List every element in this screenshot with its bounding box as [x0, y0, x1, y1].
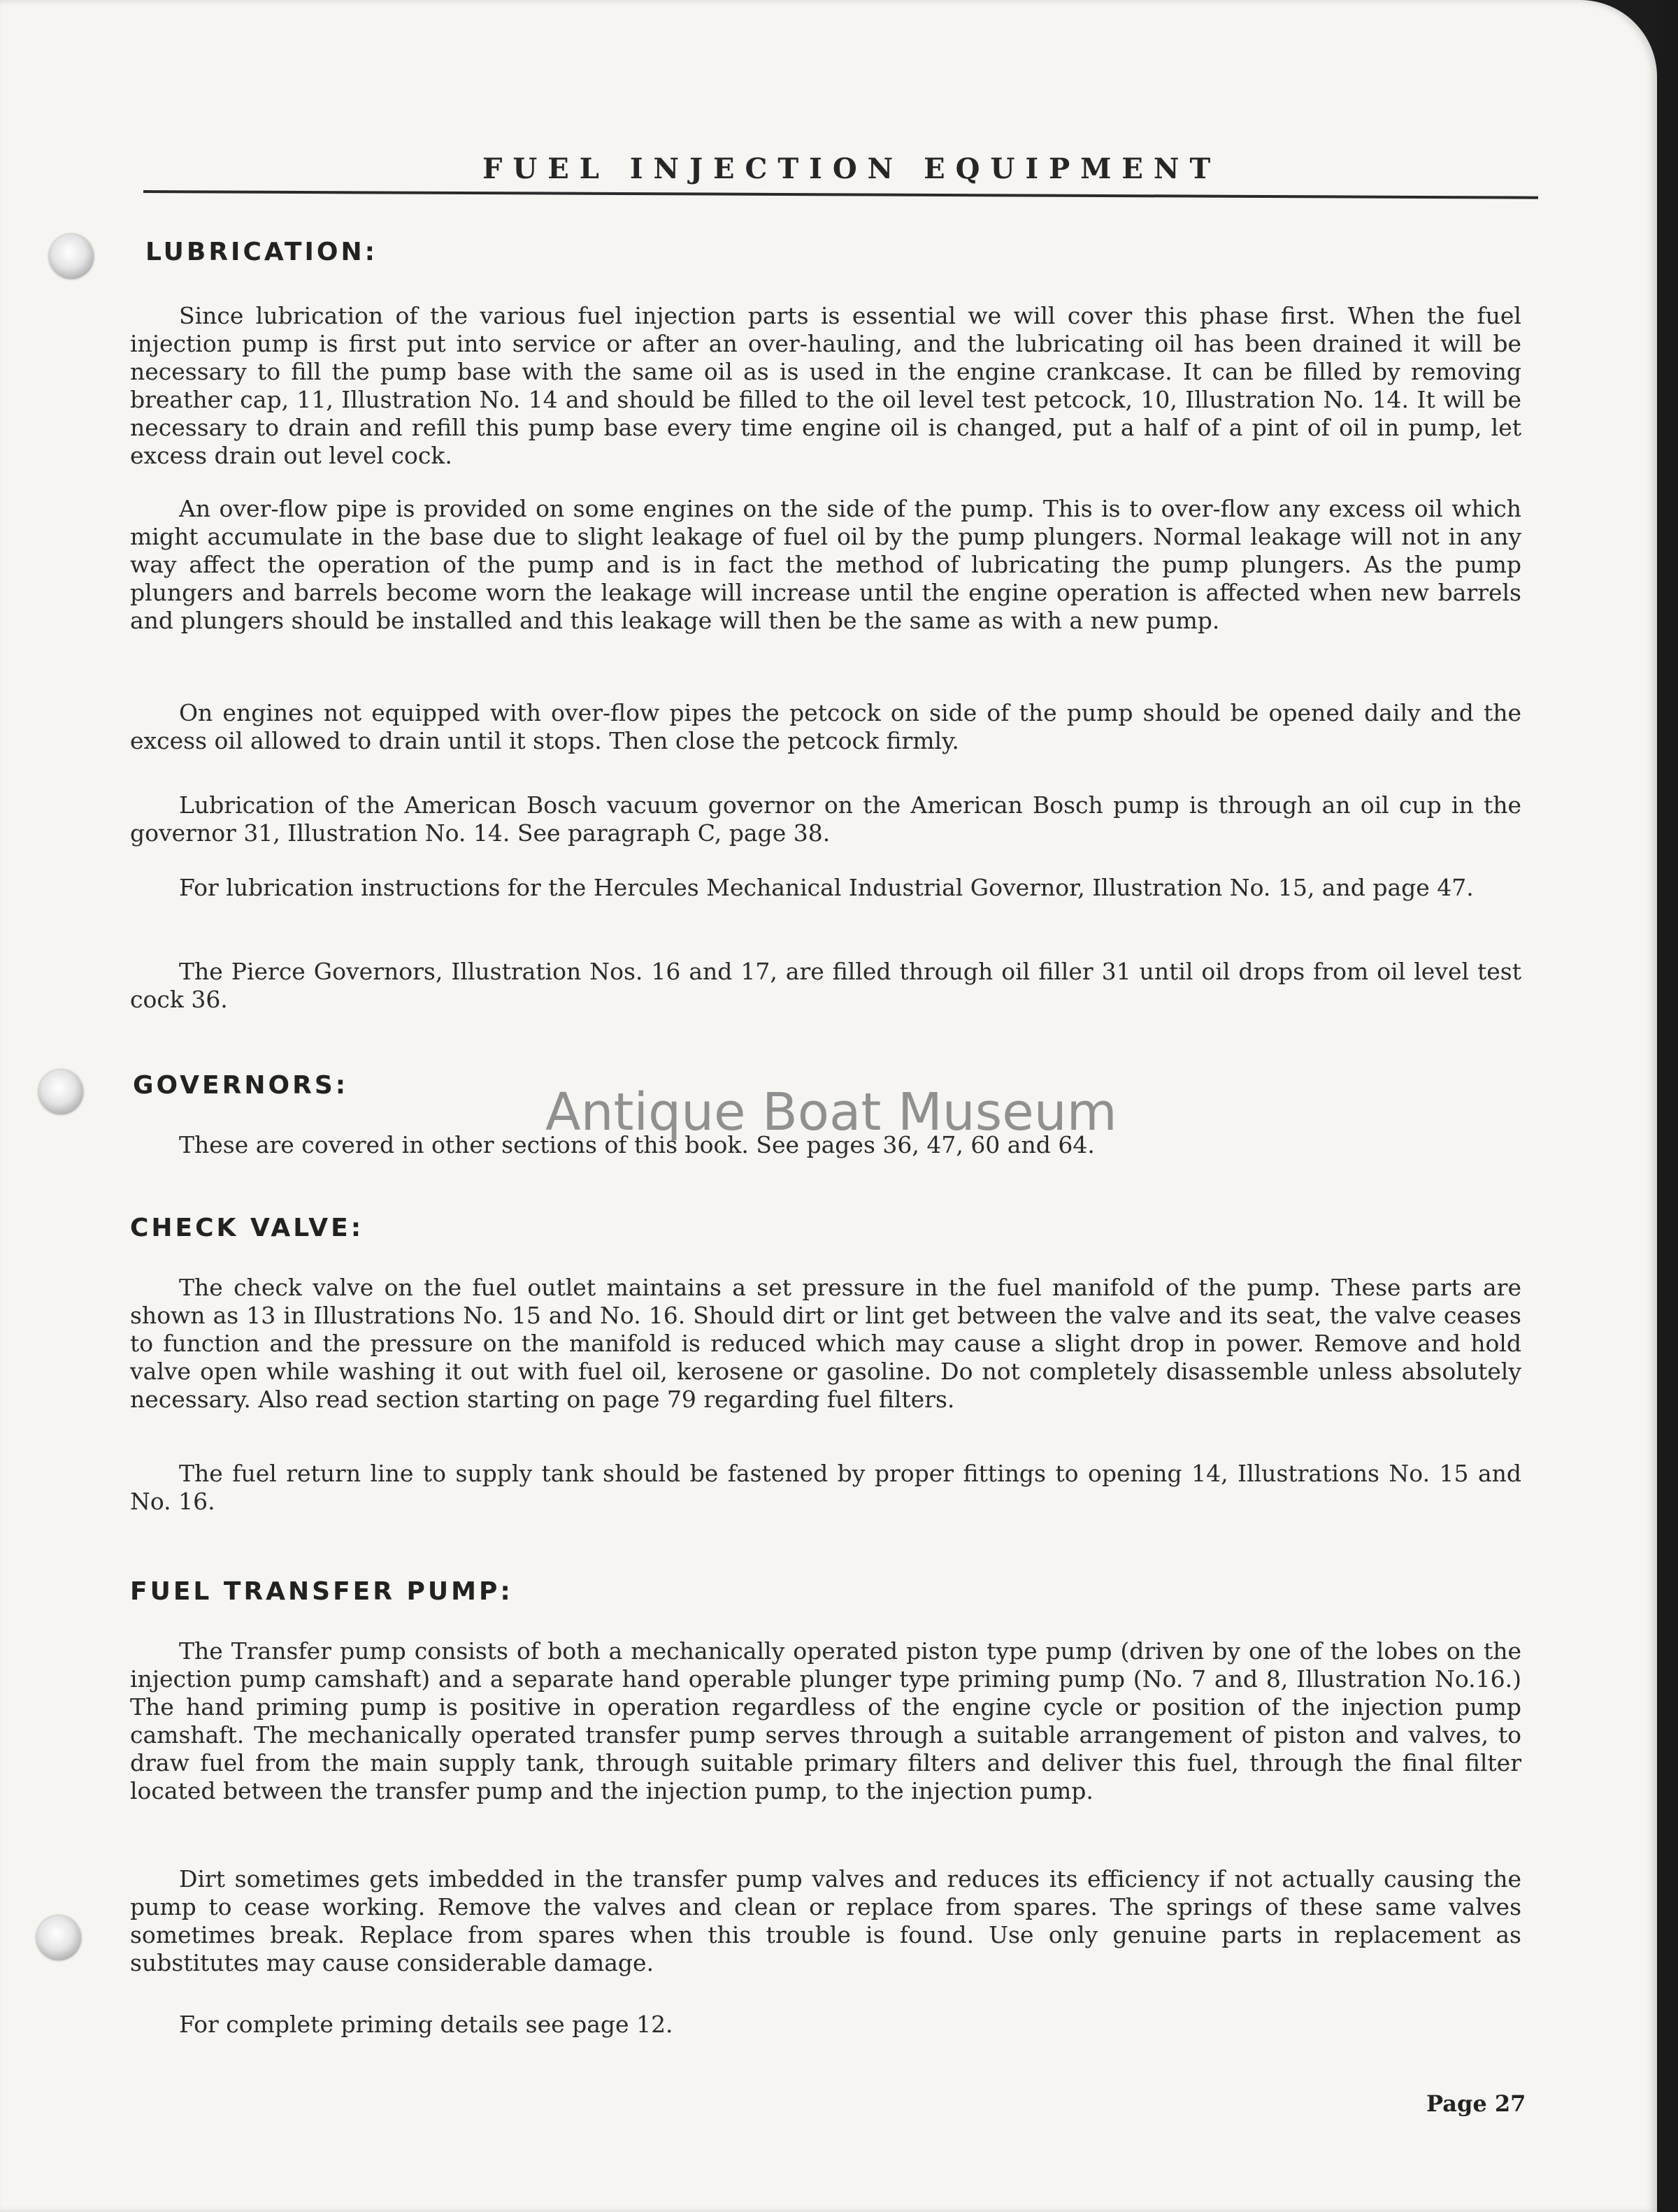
binder-edge: [1657, 0, 1678, 2212]
paragraph: For complete priming details see page 12.: [179, 2011, 673, 2038]
paragraph: On engines not equipped with over-flow pipes the petcock on side of the pump should be opened daily and the excess oil allowed to drain until it stops. Then close the petcock firmly.: [130, 699, 1521, 754]
section-heading-governors: GOVERNORS:: [133, 1071, 349, 1100]
paragraph: The fuel return line to supply tank should be fastened by proper fittings to opening 14, Illustrations No. 15 and No. 16.: [130, 1460, 1521, 1515]
watermark: Antique Boat Museum: [545, 1082, 1117, 1142]
paragraph: Dirt sometimes gets imbedded in the transfer pump valves and reduces its efficiency if not actually causing the pump to cease working. Remove the valves and clean or replace from spares. The springs of these same valves sometimes break. Replace from spares when this trouble is found. Use only genuine parts in replacement as substitutes may cause considerable damage.: [130, 1865, 1521, 1976]
punch-hole-bottom: [36, 1916, 81, 1960]
paragraph: An over-flow pipe is provided on some engines on the side of the pump. This is to over-flow any excess oil which might accumulate in the base due to slight leakage of fuel oil by the pump plungers. Normal leakage will not in any way affect the operation of the pump and is in fact the method of lubricating the pump plungers. As the pump plungers and barrels become worn the leakage will increase until the engine operation is affected when new barrels and plungers should be installed and this leakage will then be the same as with a new pump.: [130, 495, 1521, 634]
paragraph: These are covered in other sections of this book. See pages 36, 47, 60 and 64.: [179, 1131, 1095, 1158]
paragraph: The Pierce Governors, Illustration Nos. 16 and 17, are filled through oil filler 31 until oil drops from oil level test cock 36.: [130, 958, 1521, 1013]
paragraph: Lubrication of the American Bosch vacuum governor on the American Bosch pump is through an oil cup in the governor 31, Illustration No. 14. See paragraph C, page 38.: [130, 791, 1521, 847]
section-heading-fuel-transfer-pump: FUEL TRANSFER PUMP:: [130, 1577, 513, 1606]
paragraph: Since lubrication of the various fuel injection parts is essential we will cover this phase first. When the fuel injection pump is first put into service or after an over-hauling, and the lubricating oil has been drained it will be necessary to fill the pump base with the same oil as is used in the engine crankcase. It can be filled by removing breather cap, 11, Illustration No. 14 and should be filled to the oil level test petcock, 10, Illustration No. 14. It will be necessary to drain and refill this pump base every time engine oil is changed, put a half of a pint of oil in pump, let excess drain out level cock.: [130, 302, 1521, 469]
paragraph: For lubrication instructions for the Hercules Mechanical Industrial Governor, Illustration No. 15, and page 47.: [179, 874, 1474, 901]
page-header-title: FUEL INJECTION EQUIPMENT: [482, 152, 1221, 185]
page-number: Page 27: [1426, 2090, 1526, 2117]
section-heading-lubrication: LUBRICATION:: [145, 238, 378, 266]
section-heading-check-valve: CHECK VALVE:: [130, 1214, 364, 1242]
punch-hole-middle: [38, 1070, 83, 1114]
paragraph: The Transfer pump consists of both a mechanically operated piston type pump (driven by one of the lobes on the injection pump camshaft) and a separate hand operable plunger type priming pump (No. 7 and 8, Illustration No.16.) The hand priming pump is positive in operation regardless of the engine cycle or position of the injection pump camshaft. The mechanically operated transfer pump serves through a suitable arrangement of piston and valves, to draw fuel from the main supply tank, through suitable primary filters and deliver this fuel, through the final filter located between the transfer pump and the injection pump, to the injection pump.: [130, 1637, 1521, 1804]
paragraph: The check valve on the fuel outlet maintains a set pressure in the fuel manifold of the pump. These parts are shown as 13 in Illustrations No. 15 and No. 16. Should dirt or lint get between the valve and its seat, the valve ceases to function and the pressure on the manifold is reduced which may cause a slight drop in power. Remove and hold valve open while washing it out with fuel oil, kerosene or gasoline. Do not completely disassemble unless absolutely necessary. Also read section starting on page 79 regarding fuel filters.: [130, 1274, 1521, 1413]
punch-hole-top: [49, 234, 94, 279]
